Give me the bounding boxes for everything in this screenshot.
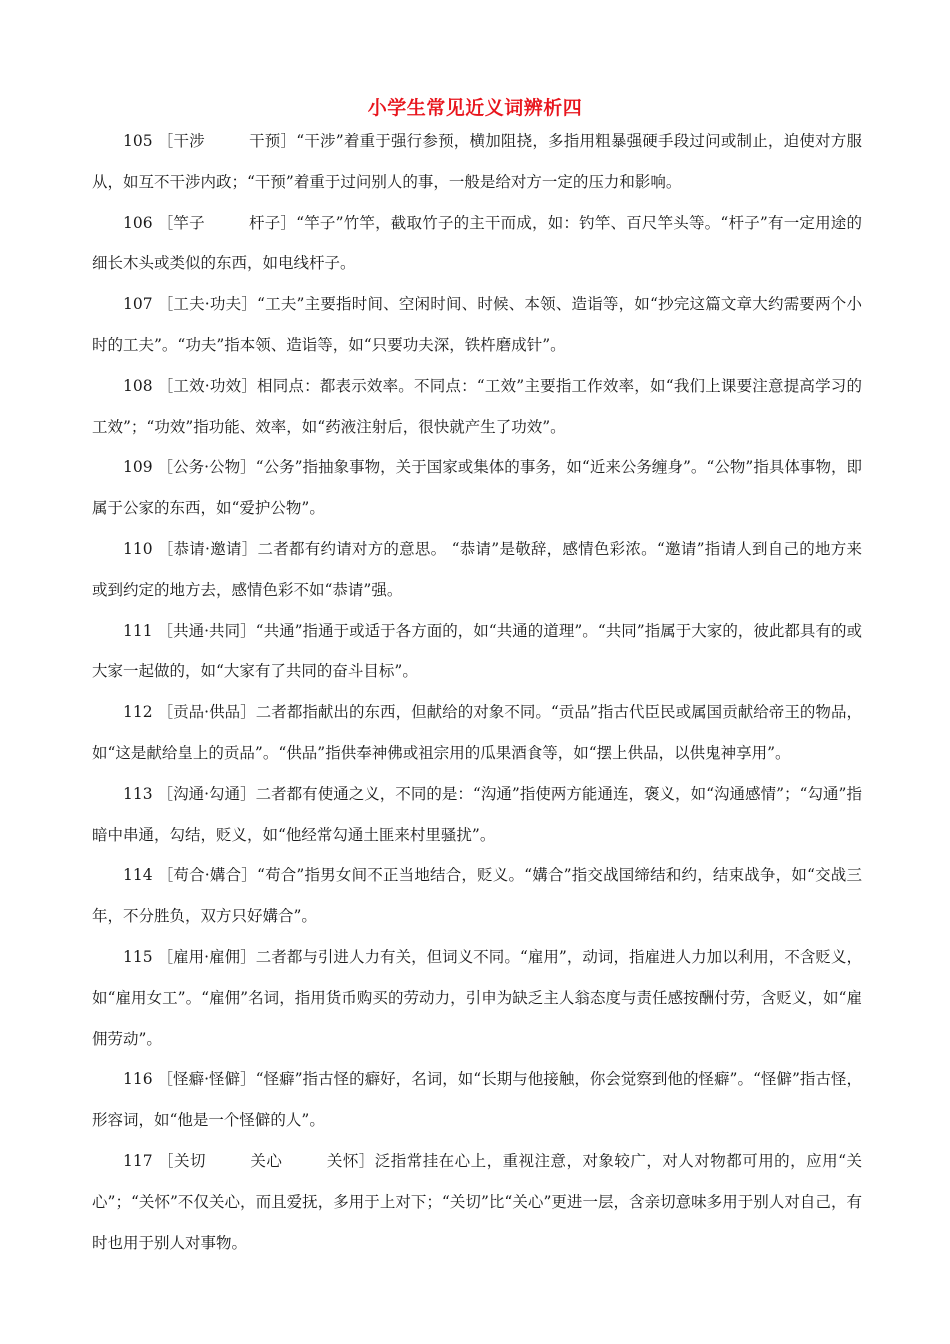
entry-body: “干涉”着重于强行参预，横加阻挠，多指用粗暴强硬手段过问或制止，迫使对方服从，如互不干涉内政；“干预”着重于过问别人的事，一般是给对方一定的压力和影响。 [92, 132, 862, 191]
entry-headword: 关心 [249, 1151, 283, 1170]
entry-110 [92, 529, 862, 611]
entry-body: 二者都有约请对方的意思。 “恭请”是敬辞，感情色彩浓。“邀请”指请人到自己的地方来或到约定的地方去，感情色彩不如“恭请”强。 [92, 539, 862, 599]
entry-number: 113 [123, 784, 153, 803]
entry-114 [92, 855, 862, 937]
entry-109 [92, 447, 862, 529]
entry-headword: ［工效·功效］ [157, 376, 258, 395]
entry-number: 106 [123, 213, 153, 232]
entry-headword: ［雇用·雇佣］ [157, 947, 256, 966]
entry-body: 相同点：都表示效率。不同点：“工效”主要指工作效率，如“我们上课要注意提高学习的工效”；“功效”指功能、效率，如“药液注射后，很快就产生了功效”。 [92, 376, 862, 436]
entry-headword: 关怀］ [326, 1151, 375, 1170]
document-body [92, 121, 862, 1263]
entry-body: 二者都与引进人力有关，但词义不同。“雇用”，动词，指雇进人力加以利用，不含贬义，如“雇用女工”。“雇佣”名词，指用货币购买的劳动力，引申为缺乏主人翁态度与责任感按酬付劳，含贬义，如“雇佣劳动”。 [92, 947, 862, 1048]
entry-body: “工夫”主要指时间、空闲时间、时候、本领、造诣等，如“抄完这篇文章大约需要两个小时的工夫”。“功夫”指本领、造诣等，如“只要功夫深，铁杵磨成针”。 [92, 295, 862, 354]
entry-105 [92, 121, 862, 203]
entry-body: 泛指常挂在心上，重视注意，对象较广，对人对物都可用的，应用“关心”；“关怀”不仅关心，而且爱抚，多用于上对下；“关切”比“关心”更进一层，含亲切意味多用于别人对自己，有时也用于别人对事物。 [92, 1151, 862, 1252]
entry-115 [92, 937, 862, 1059]
entry-body: “竿子”竹竿，截取竹子的主干而成，如：钓竿、百尺竿头等。“杆子”有一定用途的细长木头或类似的东西，如电线杆子。 [92, 213, 862, 273]
entry-headword: ［关切 [158, 1151, 206, 1170]
entry-body: 二者都有使通之义，不同的是：“沟通”指使两方能通连，褒义，如“沟通感情”；“勾通”指暗中串通，勾结，贬义，如“他经常勾通土匪来村里骚扰”。 [92, 784, 862, 844]
entry-headword: 杆子］ [248, 213, 297, 232]
entry-106 [92, 203, 862, 285]
entry-body: “公务”指抽象事物，关于国家或集体的事务，如“近来公务缠身”。“公物”指具体事物，即属于公家的东西，如“爱护公物”。 [92, 458, 862, 518]
entry-headword: ［共通·共同］ [157, 621, 256, 640]
entry-number: 109 [123, 458, 153, 477]
entry-111 [92, 611, 862, 693]
entry-113 [92, 774, 862, 856]
entry-number: 116 [123, 1070, 153, 1089]
entry-headword: ［恭请·邀请］ [157, 539, 258, 558]
entry-headword: ［公务·公物］ [157, 458, 256, 477]
entry-headword: ［苟合·媾合］ [157, 866, 257, 885]
entry-117 [92, 1141, 862, 1263]
entry-number: 112 [123, 703, 153, 722]
entry-headword: ［贡品·供品］ [157, 703, 256, 722]
entry-headword: ［工夫·功夫］ [157, 295, 258, 314]
entry-headword: ［竿子 [157, 213, 205, 232]
entry-116 [92, 1059, 862, 1141]
entry-108 [92, 366, 862, 448]
entry-number: 107 [123, 295, 153, 314]
entry-number: 117 [123, 1151, 153, 1170]
entry-headword: ［沟通·勾通］ [157, 784, 256, 803]
entry-body: 二者都指献出的东西，但献给的对象不同。“贡品”指古代臣民或属国贡献给帝王的物品，如“这是献给皇上的贡品”。“供品”指供奉神佛或祖宗用的瓜果酒食等，如“摆上供品，以供鬼神享用”。 [92, 703, 862, 762]
entry-number: 111 [123, 621, 153, 640]
entry-number: 115 [123, 947, 153, 966]
entry-body: “苟合”指男女间不正当地结合，贬义。“媾合”指交战国缔结和约，结束战争，如“交战三年，不分胜负，双方只好媾合”。 [92, 866, 862, 926]
entry-body: “怪癖”指古怪的癖好，名词，如“长期与他接触，你会觉察到他的怪癖”。“怪僻”指古怪，形容词，如“他是一个怪僻的人”。 [92, 1070, 862, 1130]
document-title: 小学生常见近义词辨析四 [367, 97, 583, 119]
entry-107 [92, 284, 862, 366]
entry-number: 114 [123, 866, 153, 885]
entry-headword: ［干涉 [157, 132, 205, 150]
entry-number: 108 [123, 376, 153, 395]
entry-112 [92, 692, 862, 774]
entry-number: 105 [123, 132, 153, 150]
entry-headword: ［怪癖·怪僻］ [157, 1070, 256, 1089]
entry-number: 110 [123, 539, 153, 558]
entry-body: “共通”指通于或适于各方面的，如“共通的道理”。“共同”指属于大家的，彼此都具有的或大家一起做的，如“大家有了共同的奋斗目标”。 [92, 621, 862, 681]
entry-headword: 干预］ [248, 132, 297, 150]
